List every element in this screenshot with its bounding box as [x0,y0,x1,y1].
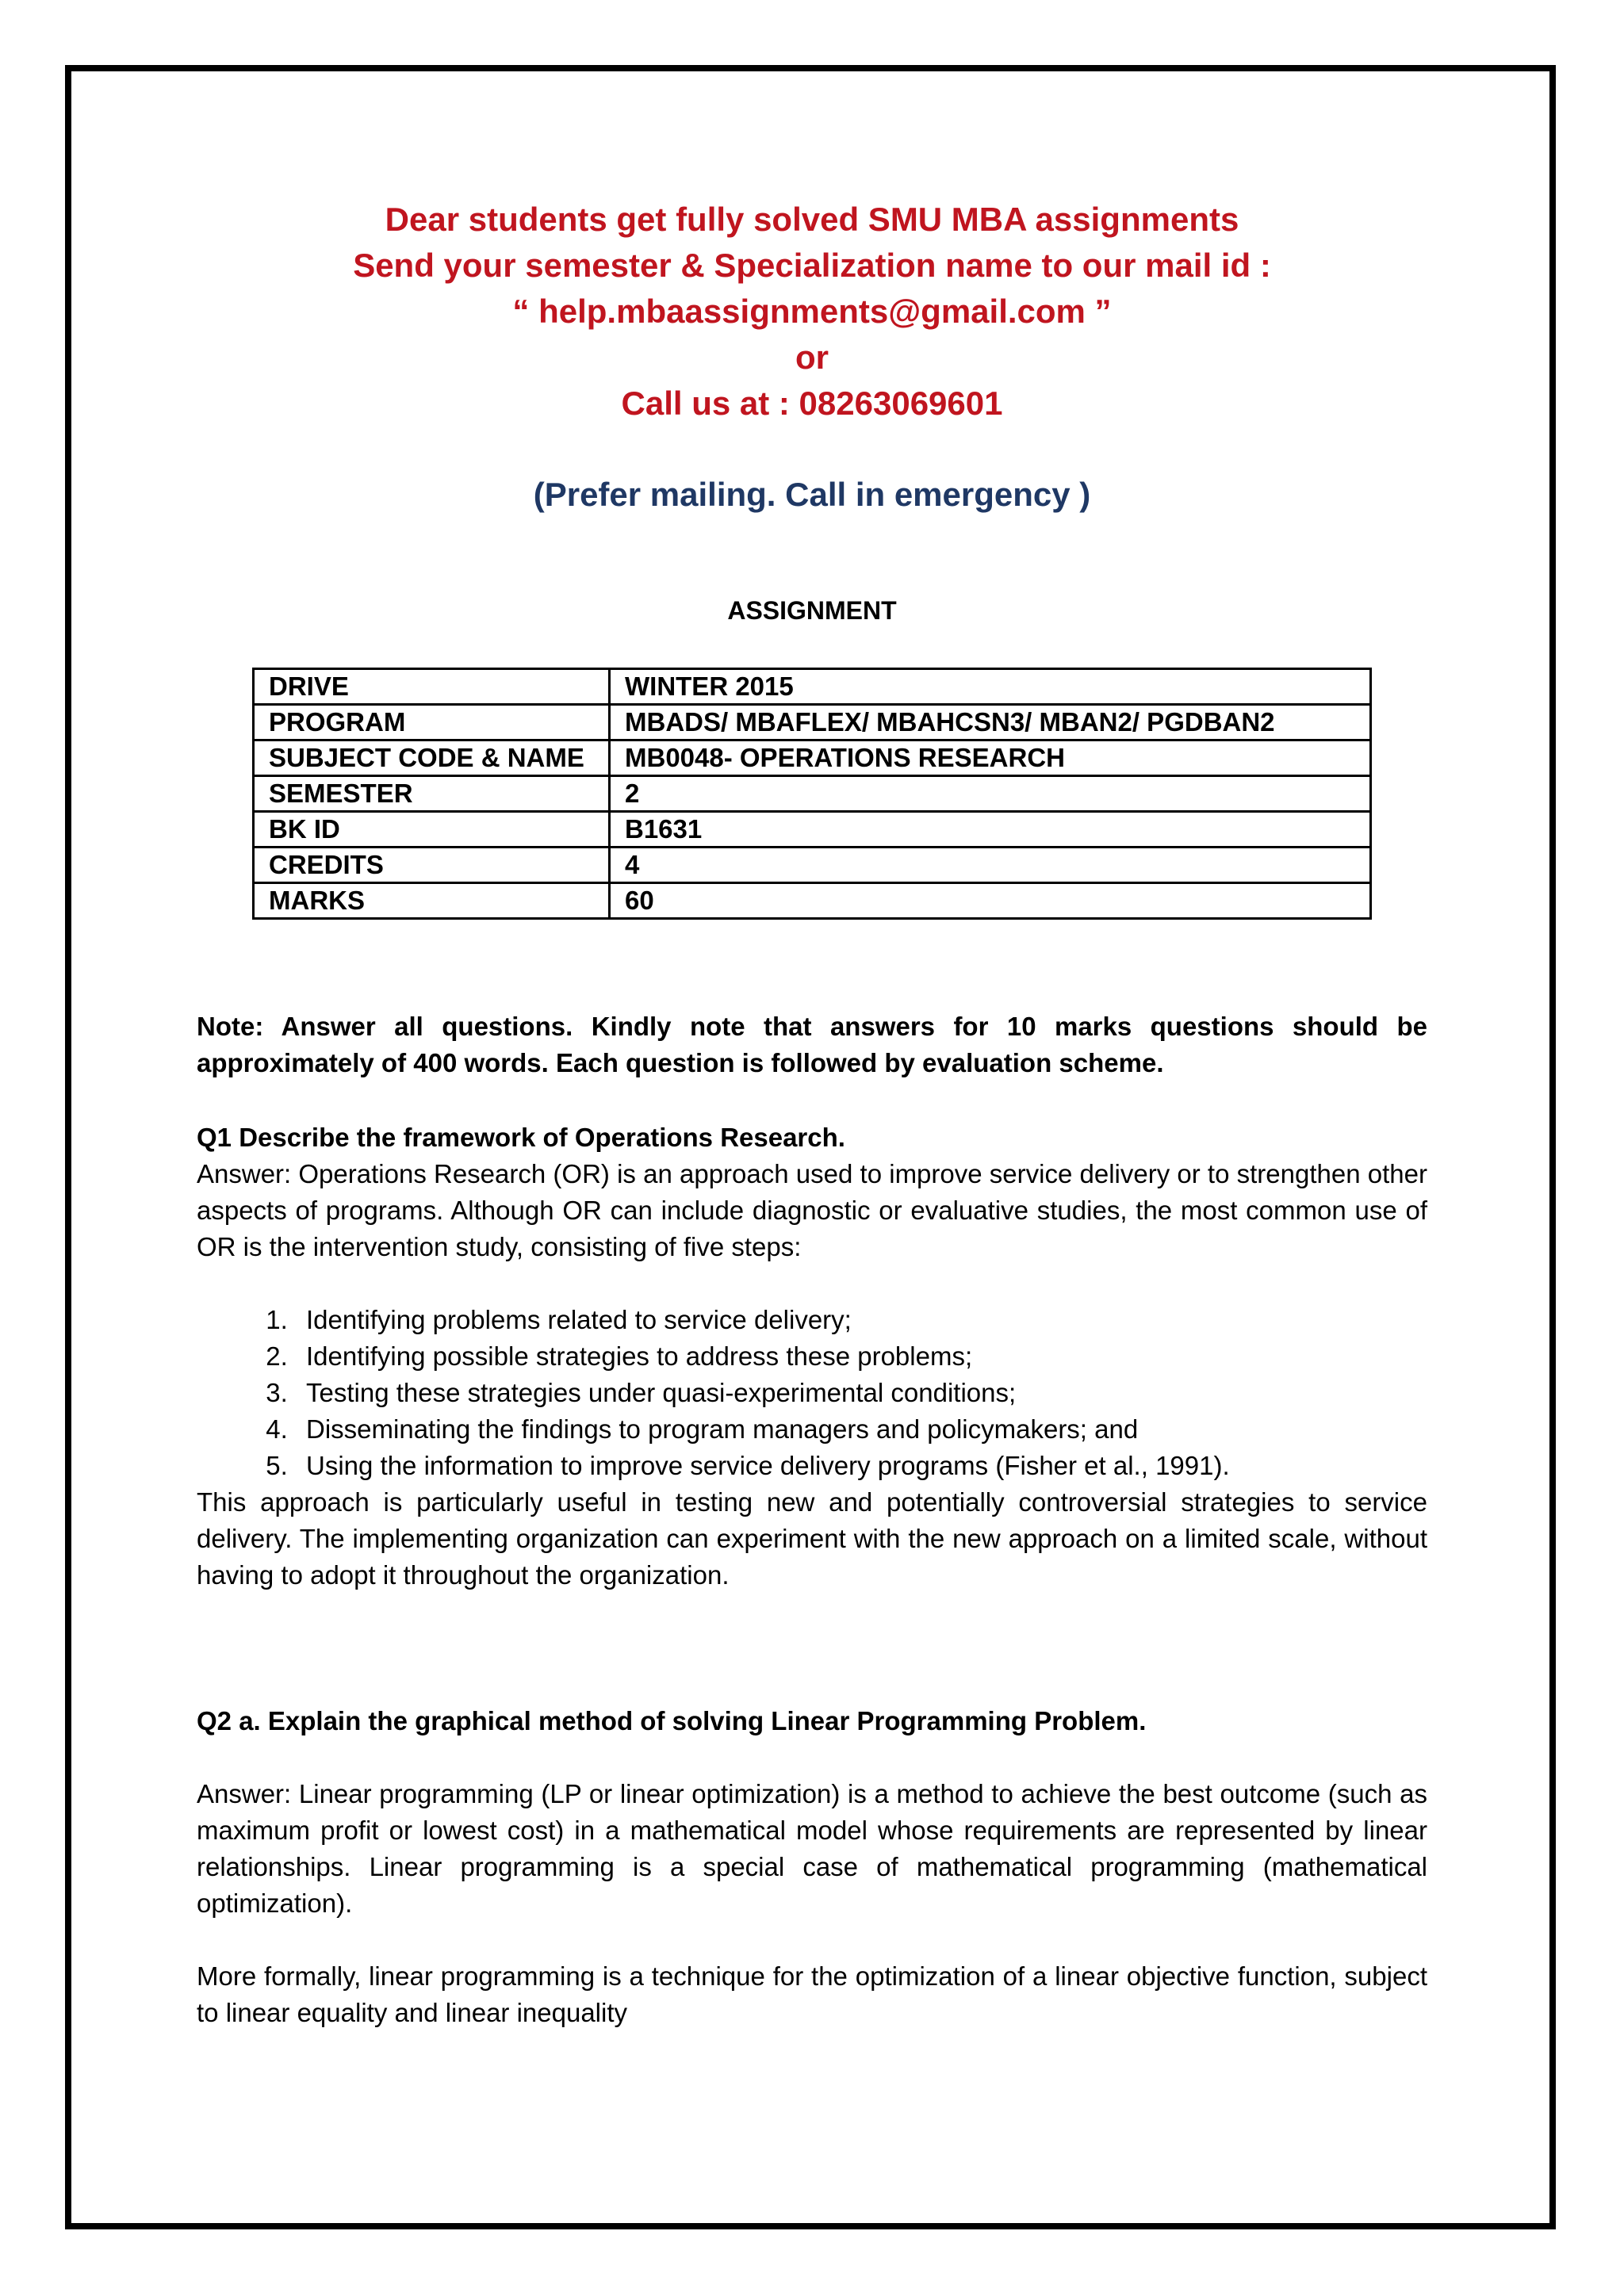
q2-heading: Q2 a. Explain the graphical method of solving Linear Programming Problem. [197,1706,1147,1735]
list-item: 3. Testing these strategies under quasi-experimental conditions; [295,1375,1427,1411]
table-row [254,883,1371,919]
info-key: CREDITS [254,848,610,883]
info-key: DRIVE [254,669,610,705]
info-value: B1631 [610,812,1371,848]
promo-or: or [795,339,829,376]
info-key: BK ID [254,812,610,848]
q2-answer-paragraph-1: Answer: Linear programming (LP or linear optimization) is a method to achieve the best outcome (such as maximum profit or lowest cost) in a mathematical model whose requirements are represented by linear relationships. Linear programming is a special case of mathematical programming (mathematical optimization). [197,1779,1427,1918]
prefer-mailing-note: (Prefer mailing. Call in emergency ) [533,476,1091,513]
promo-phone: Call us at : 08263069601 [621,385,1003,422]
info-key: MARKS [254,883,610,919]
q1-answer-intro: Answer: Operations Research (OR) is an approach used to improve service delivery or to strengthen other aspects of programs. Although OR can include diagnostic or evaluative studies, the most common use of OR is the intervention study, consisting of five steps: [197,1159,1427,1261]
q2-answer-paragraph-2: More formally, linear programming is a technique for the optimization of a linear objective function, subject to linear equality and linear inequality [197,1961,1427,2027]
info-value: MB0048- OPERATIONS RESEARCH [610,740,1371,776]
table-row [254,848,1371,883]
q1-steps-list [197,1302,1427,1484]
info-value: 4 [610,848,1371,883]
info-key: SEMESTER [254,776,610,812]
info-value: WINTER 2015 [610,669,1371,705]
q1-answer-outro: This approach is particularly useful in testing new and potentially controversial strategies to service delivery. The implementing organization can experiment with the new approach on a limited scale, without having to adopt it throughout the organization. [197,1487,1427,1590]
list-item: 5. Using the information to improve service delivery programs (Fisher et al., 1991). [295,1448,1427,1484]
info-value: MBADS/ MBAFLEX/ MBAHCSN3/ MBAN2/ PGDBAN2 [610,705,1371,740]
list-item: 2. Identifying possible strategies to address these problems; [295,1338,1427,1375]
promo-block [0,197,1624,427]
promo-line-1: Dear students get fully solved SMU MBA assignments [385,201,1239,238]
assignment-info-table [252,668,1372,920]
table-row [254,740,1371,776]
list-item: 4. Disseminating the findings to program managers and policymakers; and [295,1411,1427,1448]
assignment-title: ASSIGNMENT [727,596,897,625]
table-row [254,705,1371,740]
info-key: PROGRAM [254,705,610,740]
q1-heading: Q1 Describe the framework of Operations Research. [197,1123,845,1152]
table-row [254,812,1371,848]
promo-line-2: Send your semester & Specialization name to our mail id : [353,247,1271,284]
info-key: SUBJECT CODE & NAME [254,740,610,776]
instructions-note: Note: Answer all questions. Kindly note that answers for 10 marks questions should be approximately of 400 words. Each question is followed by evaluation scheme. [197,1012,1427,1077]
list-item: 1. Identifying problems related to service delivery; [295,1302,1427,1338]
info-value: 60 [610,883,1371,919]
table-row [254,776,1371,812]
promo-email: “ help.mbaassignments@gmail.com ” [512,293,1112,330]
info-value: 2 [610,776,1371,812]
table-row [254,669,1371,705]
